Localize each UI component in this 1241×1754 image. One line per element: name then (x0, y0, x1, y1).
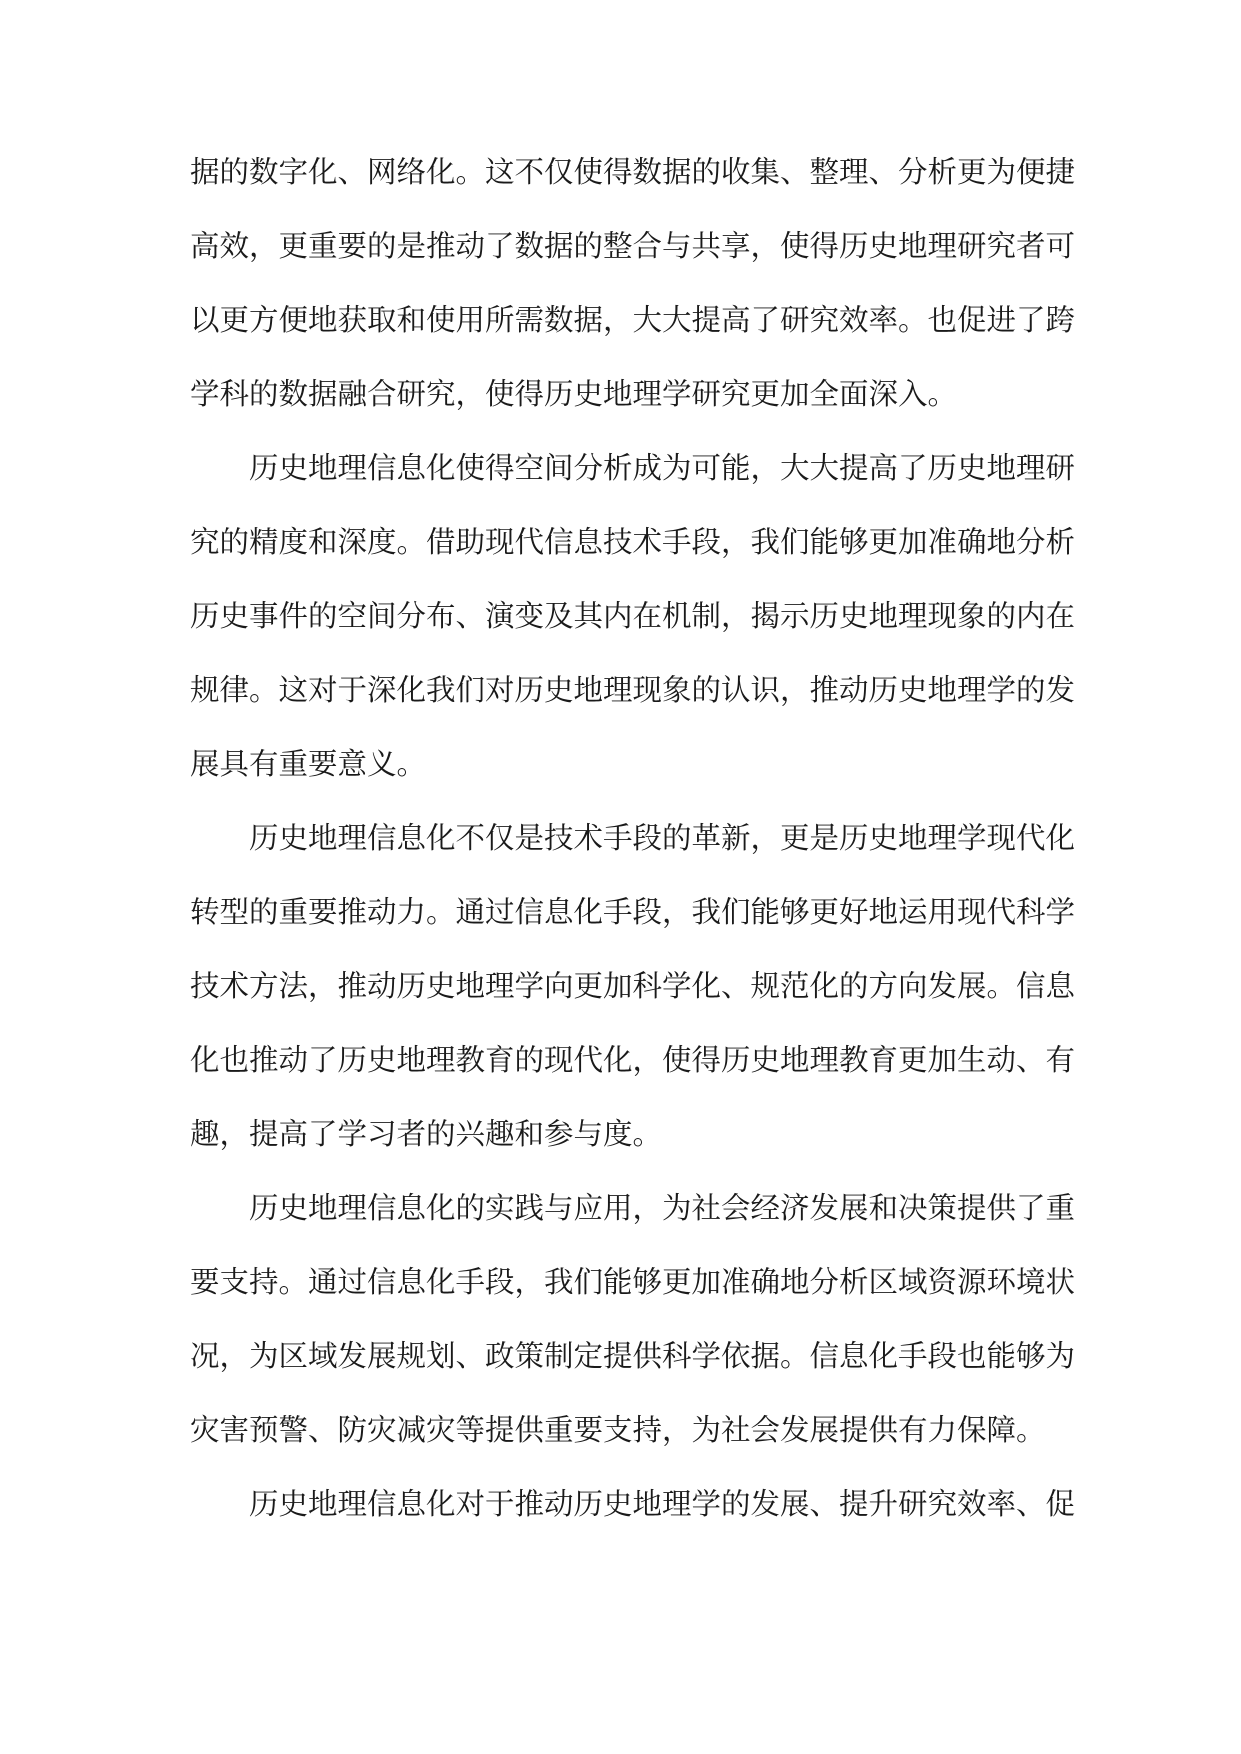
paragraph-first-line: 历史地理信息化不仅是技术手段的革新，更是历史地理学现代化 (249, 821, 1076, 855)
text-line: 趣，提高了学习者的兴趣和参与度。 (190, 1117, 663, 1151)
paragraph-first-line: 历史地理信息化使得空间分析成为可能，大大提高了历史地理研 (249, 451, 1076, 485)
text-line: 规律。这对于深化我们对历史地理现象的认识，推动历史地理学的发 (190, 673, 1076, 707)
text-line: 要支持。通过信息化手段，我们能够更加准确地分析区域资源环境状 (190, 1265, 1076, 1299)
text-line: 化也推动了历史地理教育的现代化，使得历史地理教育更加生动、有 (190, 1043, 1076, 1077)
text-line: 究的精度和深度。借助现代信息技术手段，我们能够更加准确地分析 (190, 525, 1076, 559)
text-line: 转型的重要推动力。通过信息化手段，我们能够更好地运用现代科学 (190, 895, 1076, 929)
text-line: 学科的数据融合研究，使得历史地理学研究更加全面深入。 (190, 377, 958, 411)
text-line: 高效，更重要的是推动了数据的整合与共享，使得历史地理研究者可 (190, 229, 1076, 263)
text-line: 展具有重要意义。 (190, 747, 427, 781)
paragraph-first-line: 历史地理信息化对于推动历史地理学的发展、提升研究效率、促 (249, 1487, 1076, 1521)
text-line: 据的数字化、网络化。这不仅使得数据的收集、整理、分析更为便捷 (190, 155, 1076, 189)
text-line: 况，为区域发展规划、政策制定提供科学依据。信息化手段也能够为 (190, 1339, 1076, 1373)
text-line: 技术方法，推动历史地理学向更加科学化、规范化的方向发展。信息 (190, 969, 1076, 1003)
text-line: 以更方便地获取和使用所需数据，大大提高了研究效率。也促进了跨 (190, 303, 1076, 337)
paragraph-first-line: 历史地理信息化的实践与应用，为社会经济发展和决策提供了重 (249, 1191, 1076, 1225)
text-line: 历史事件的空间分布、演变及其内在机制，揭示历史地理现象的内在 (190, 599, 1076, 633)
text-line: 灾害预警、防灾减灾等提供重要支持，为社会发展提供有力保障。 (190, 1413, 1046, 1447)
document-page (190, 142, 1076, 1548)
